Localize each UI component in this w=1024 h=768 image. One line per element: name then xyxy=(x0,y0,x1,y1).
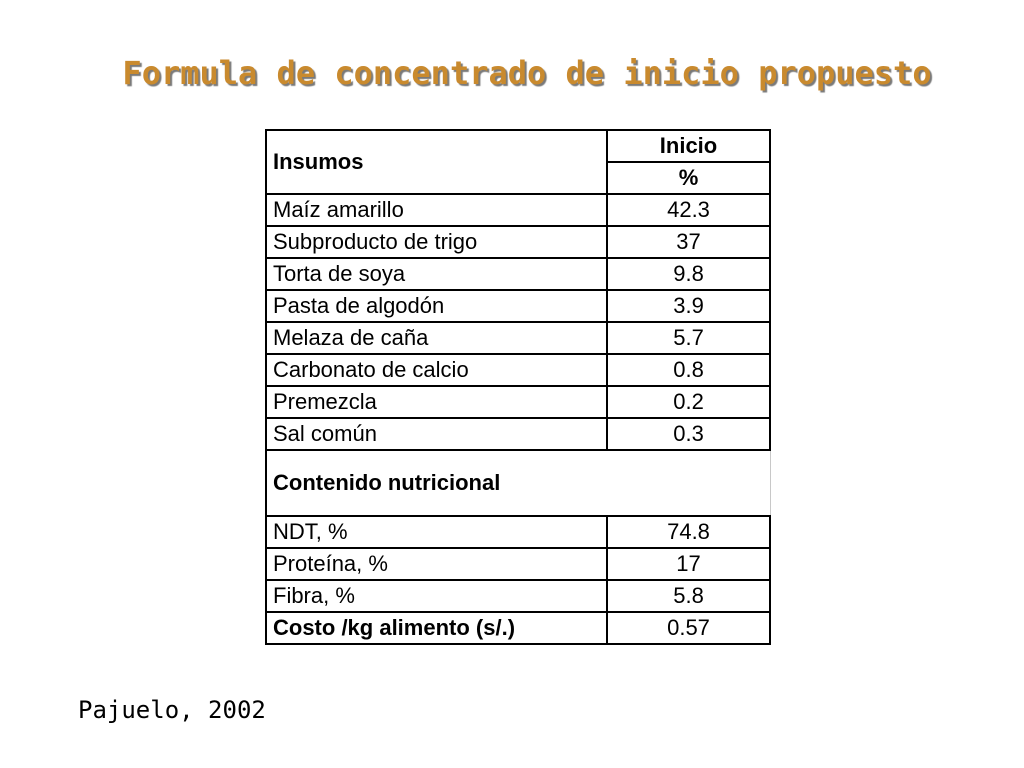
page-title: Formula de concentrado de inicio propuesto xyxy=(122,54,932,92)
ingredient-value: 5.7 xyxy=(607,322,770,354)
table-row-cost xyxy=(266,612,770,644)
table-row xyxy=(266,194,770,226)
ingredient-value: 37 xyxy=(607,226,770,258)
table-row xyxy=(266,322,770,354)
nutrition-name: Proteína, % xyxy=(266,548,607,580)
header-insumos: Insumos xyxy=(266,130,607,194)
nutrition-value: 5.8 xyxy=(607,580,770,612)
ingredient-name: Melaza de caña xyxy=(266,322,607,354)
table-row xyxy=(266,290,770,322)
table-row xyxy=(266,580,770,612)
table-row xyxy=(266,418,770,450)
ingredient-value: 3.9 xyxy=(607,290,770,322)
nutrition-name: NDT, % xyxy=(266,516,607,548)
feed-formula-table xyxy=(265,129,771,645)
ingredient-value: 0.2 xyxy=(607,386,770,418)
table-row xyxy=(266,354,770,386)
table-row xyxy=(266,548,770,580)
ingredient-value: 0.8 xyxy=(607,354,770,386)
header-unit: % xyxy=(607,162,770,194)
ingredient-value: 42.3 xyxy=(607,194,770,226)
table-header-row xyxy=(266,130,770,162)
section-row xyxy=(266,450,770,516)
section-label: Contenido nutricional xyxy=(266,450,770,516)
nutrition-value: 17 xyxy=(607,548,770,580)
ingredient-name: Subproducto de trigo xyxy=(266,226,607,258)
ingredient-name: Pasta de algodón xyxy=(266,290,607,322)
ingredient-value: 0.3 xyxy=(607,418,770,450)
table-row xyxy=(266,258,770,290)
ingredient-value: 9.8 xyxy=(607,258,770,290)
cost-value: 0.57 xyxy=(607,612,770,644)
ingredient-name: Carbonato de calcio xyxy=(266,354,607,386)
ingredient-name: Maíz amarillo xyxy=(266,194,607,226)
nutrition-value: 74.8 xyxy=(607,516,770,548)
source-citation: Pajuelo, 2002 xyxy=(78,696,266,724)
nutrition-name: Fibra, % xyxy=(266,580,607,612)
ingredient-name: Torta de soya xyxy=(266,258,607,290)
table-row xyxy=(266,386,770,418)
ingredient-name: Premezcla xyxy=(266,386,607,418)
table-row xyxy=(266,516,770,548)
table-row xyxy=(266,226,770,258)
ingredient-name: Sal común xyxy=(266,418,607,450)
header-inicio: Inicio xyxy=(607,130,770,162)
cost-name: Costo /kg alimento (s/.) xyxy=(266,612,607,644)
